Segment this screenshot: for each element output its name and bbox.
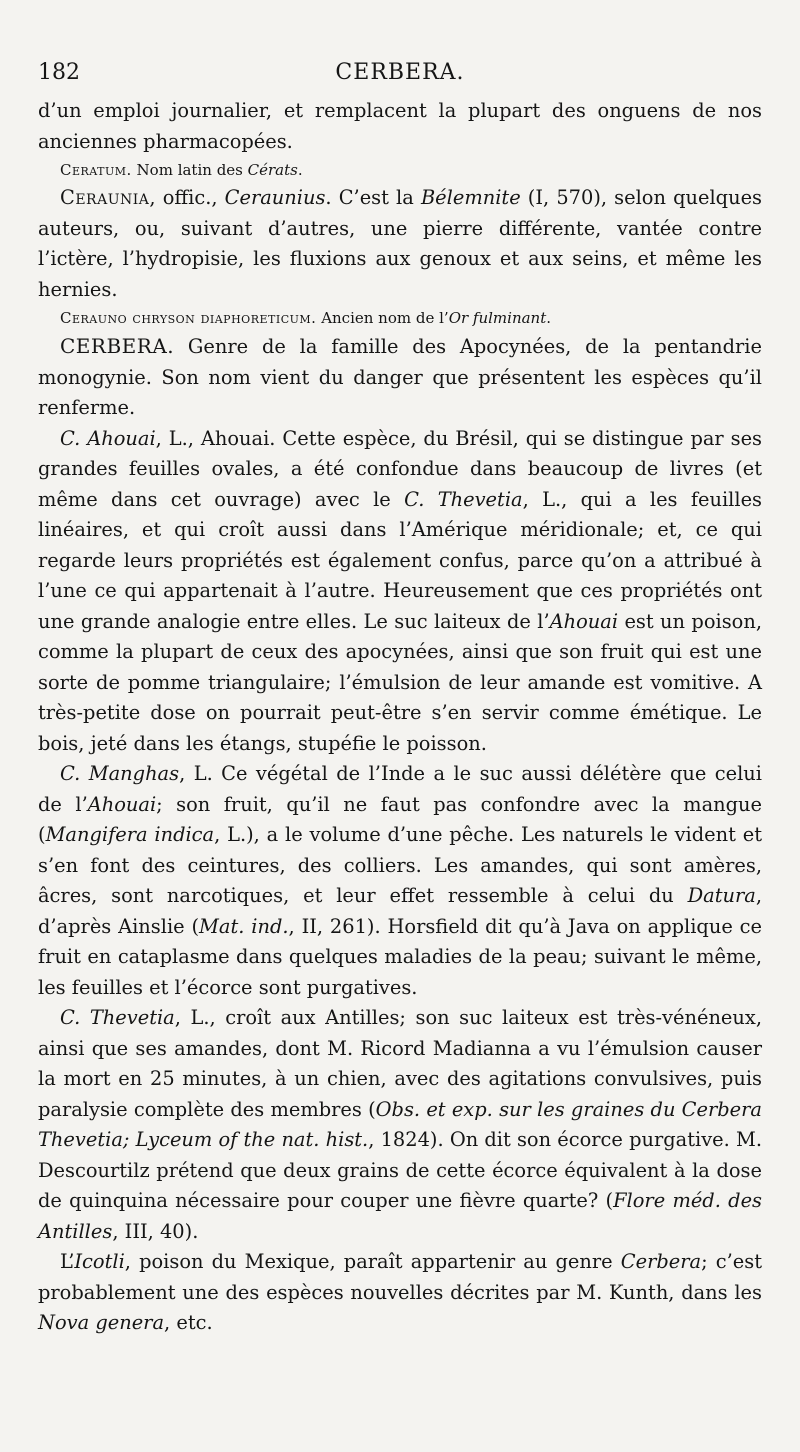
species-thevetia: C. Thevetia, L., croît aux Antilles; son suc laiteux est très-vénéneux, ainsi que ses amandes, dont M. Ricord Madianna a vu l’émulsion causer la mort en 25 minutes, à un chien, avec des agitations convulsives, puis paralysie complète des membres (Obs. et exp. sur les graines du Cerbera Thevetia; Lyceum of the nat. hist., 1824). On dit son écorce purgative. M. Descourtilz prétend que deux grains de cette écorce équivalent à la dose de quinquina nécessaire pour couper une fièvre quarte? (Flore méd. des Antilles, III, 40). [38,1006,762,1243]
species-icotli: L’Icotli, poison du Mexique, paraît appartenir au genre Cerbera; c’est probablement une des espèces nouvelles décrites par M. Kunth, dans les Nova genera, etc. [38,1250,762,1334]
entry-ceratum: Ceratum. Nom latin des Cérats. [60,161,303,179]
entry-ceraunia: Ceraunia, offic., Ceraunius. C’est la Bélemnite (I, 570), selon quelques auteurs, ou, suivant d’autres, une pierre différente, vantée contre l’ictère, l’hydropisie, les fluxions aux genoux et aux seins, et même les hernies. [38,186,762,301]
entry-term: Ceratum. [60,161,132,179]
species-ahouai: C. Ahouai, L., Ahouai. Cette espèce, du Brésil, qui se distingue par ses grandes feuilles ovales, a été confondue dans beaucoup de livres (et même dans cet ouvrage) avec le C. Thevetia, L., qui a les feuilles linéaires, et qui croît aussi dans l’Amérique méridionale; et, ce qui regarde leurs propriétés est également confus, parce qu’on a attribué à l’une ce qui appartenait à l’autre. Heureusement que ces propriétés ont une grande analogie entre elles. Le suc laiteux de l’Ahouai est un poison, comme la plupart de ceux des apocynées, ainsi que son fruit qui est une sorte de pomme triangulaire; l’émulsion de leur amande est vomitive. A très-petite dose on pourrait peut-être s’en servir comme émétique. Le bois, jeté dans les étangs, stupéfie le poisson. [38,426,762,755]
paragraph-continuation: d’un emploi journalier, et remplacent la plupart des onguens de nos anciennes pharmacopées. [38,99,762,153]
body-text [38,96,762,1339]
entry-cerbera: CERBERA. Genre de la famille des Apocynées, de la pentandrie monogynie. Son nom vient du danger que présentent les espèces qu’il renferme. [38,334,762,419]
page-header [38,50,762,96]
entry-term: Ceraunia [60,186,150,209]
entry-term: CERBERA. [60,334,175,358]
species-manghas: C. Manghas, L. Ce végétal de l’Inde a le suc aussi délétère que celui de l’Ahouai; son fruit, qu’il ne faut pas confondre avec la mangue (Mangifera indica, L.), a le volume d’une pêche. Les naturels le vident et s’en font des ceintures, des colliers. Les amandes, qui sont amères, âcres, sont narcotiques, et leur effet ressemble à celui du Datura, d’après Ainslie (Mat. ind., II, 261). Horsfield dit qu’à Java on applique ce fruit en cataplasme dans quelques maladies de la peau; suivant le même, les feuilles et l’écorce sont purgatives. [38,762,762,999]
entry-cerauno: Cerauno chryson diaphoreticum. Ancien nom de l’Or fulminant. [60,309,552,327]
entry-term: Cerauno chryson diaphoreticum. [60,309,317,327]
page-number: 182 [38,60,80,85]
running-title: CERBERA. [335,60,465,85]
